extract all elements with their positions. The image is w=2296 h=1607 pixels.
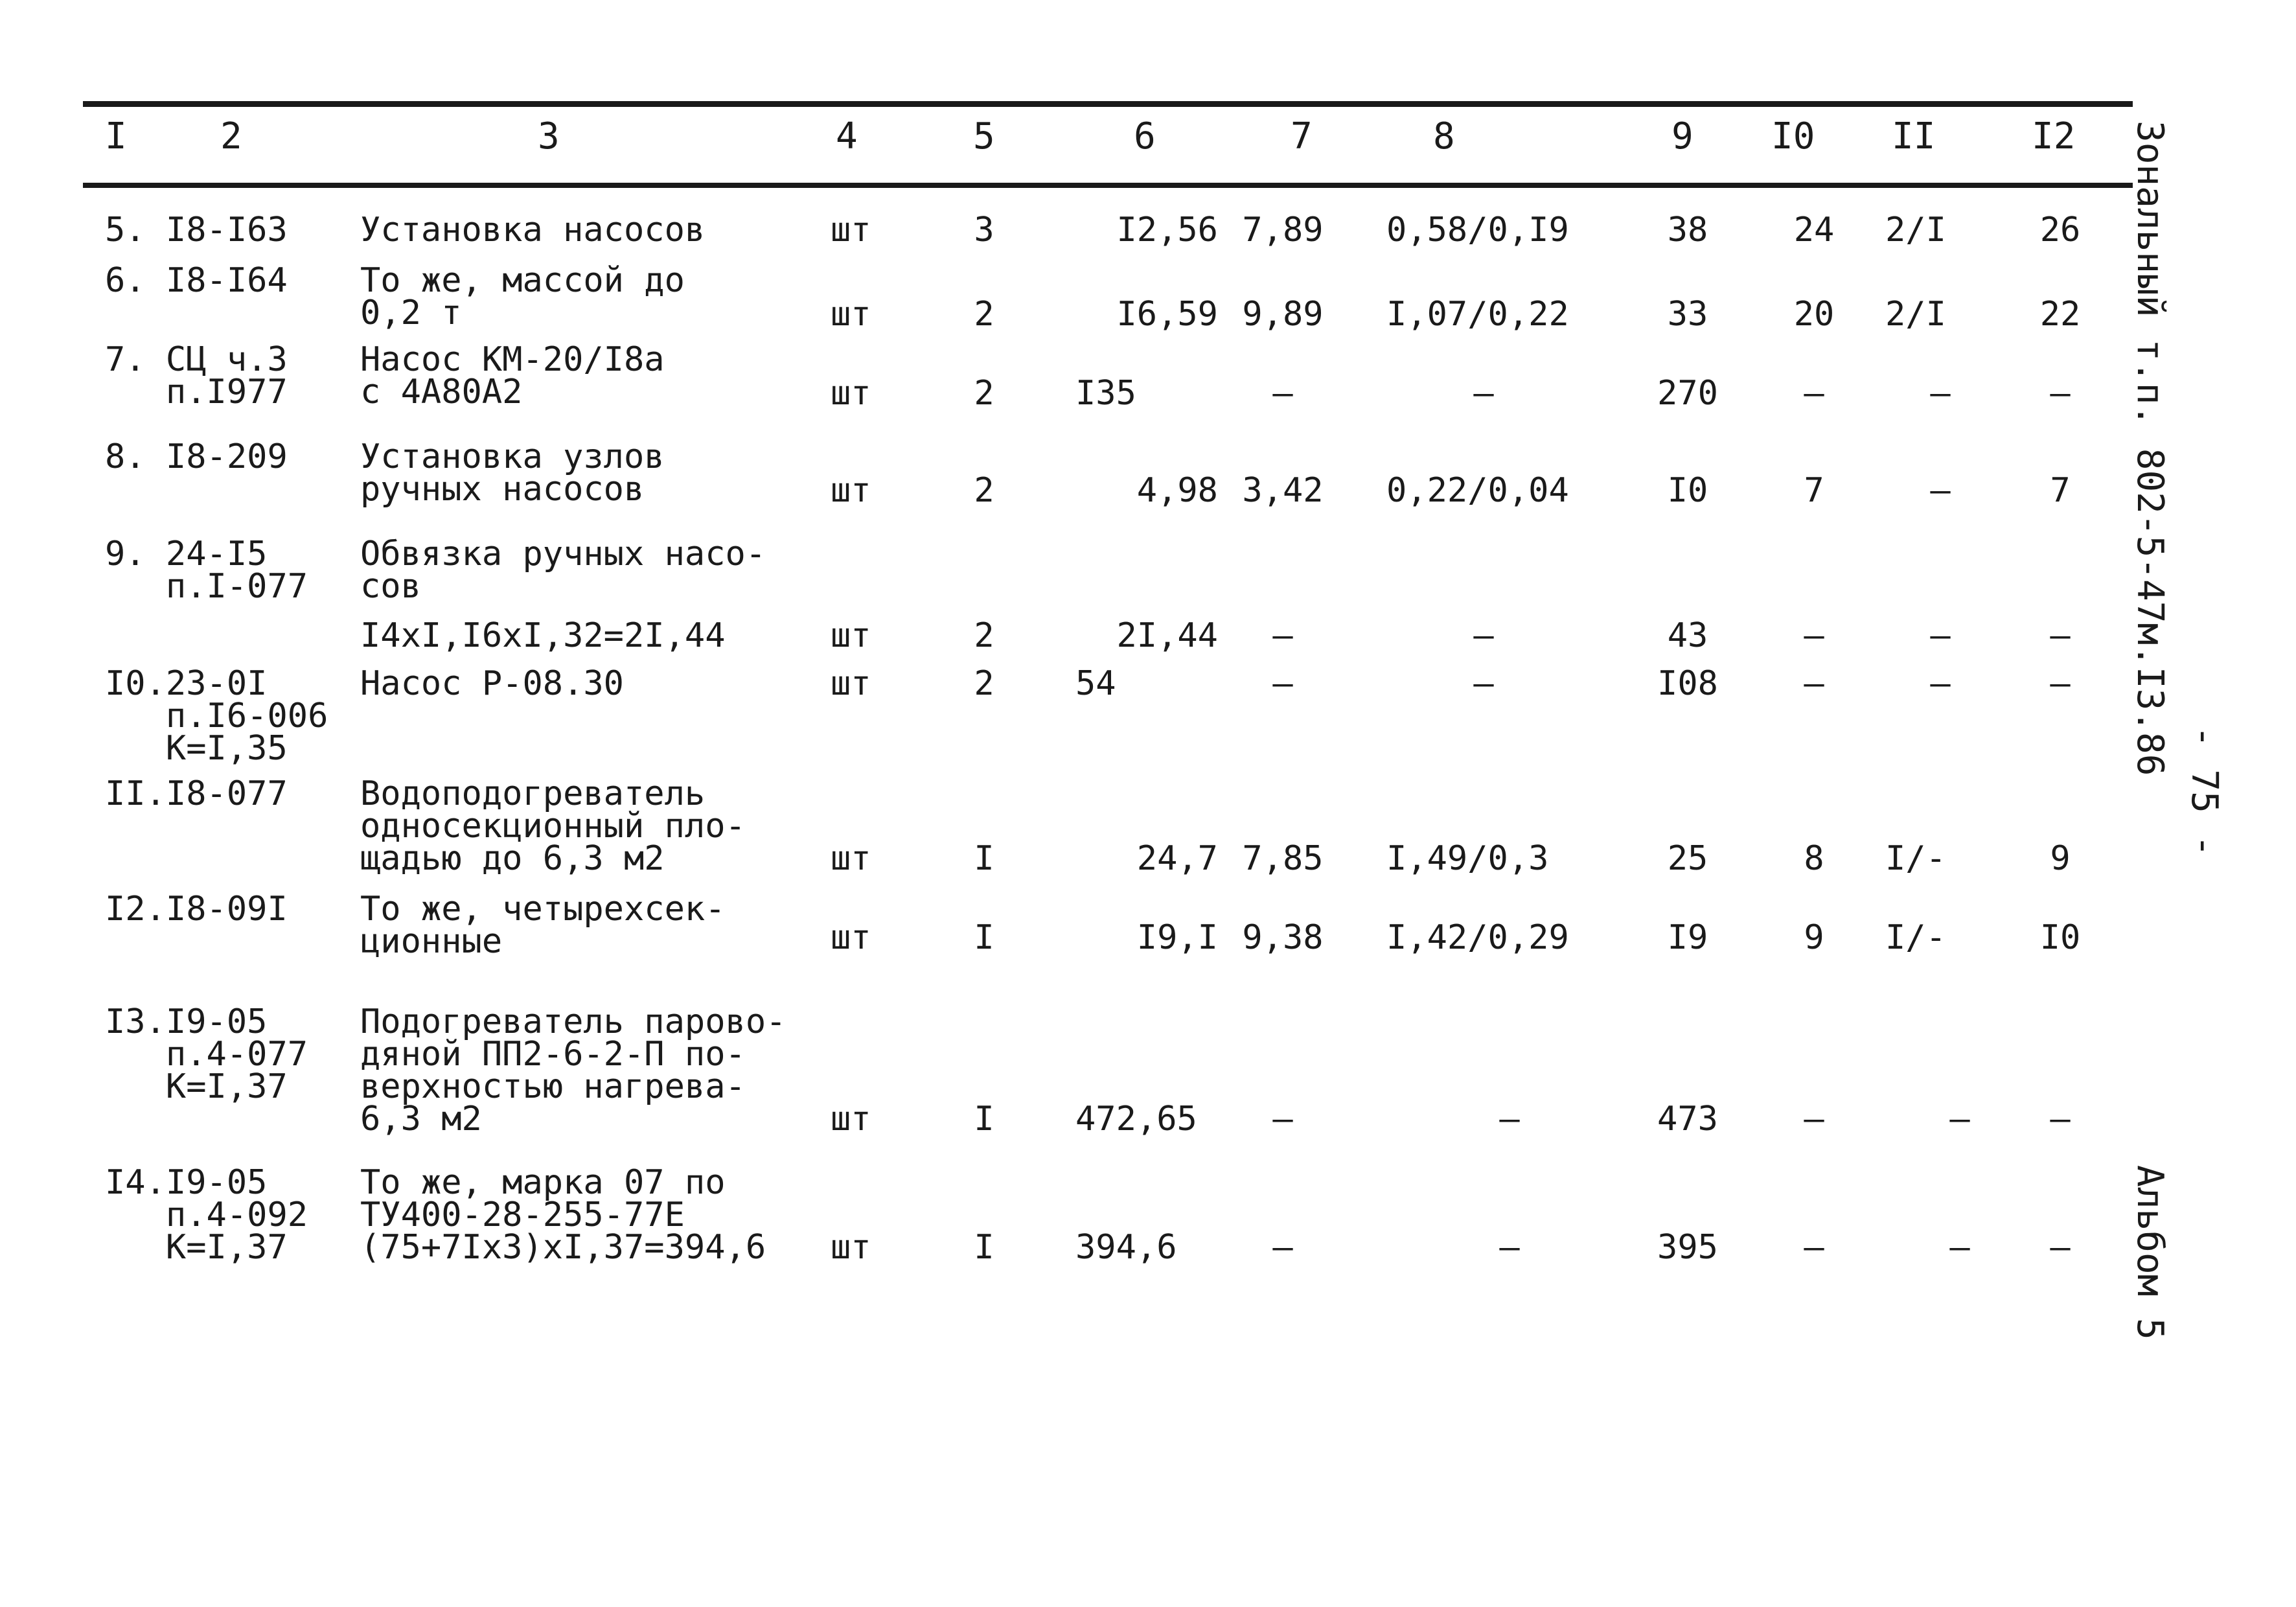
row-description: Водоподогреватель односекционный пло- щадью до 6,3 м2 [360, 774, 746, 878]
row-description: Обвязка ручных насо- сов [360, 535, 766, 606]
row-quantity: 2 [974, 374, 994, 413]
row-col8: – [1473, 374, 1494, 413]
row-col6: I9,I [1136, 918, 1218, 957]
header-col-3: 3 [538, 115, 560, 157]
header-col-8: 8 [1433, 115, 1455, 157]
row-col12: – [2050, 664, 2071, 703]
row-col10: 7 [1804, 471, 1824, 510]
row-number-code: 8. I8-209 [105, 437, 288, 476]
row-unit: шт [831, 1228, 871, 1267]
row-col6: 4,98 [1136, 471, 1218, 510]
header-col-12: I2 [2032, 115, 2076, 157]
header-col-2: 2 [220, 115, 242, 157]
row-description: Насос Р-08.30 [360, 664, 624, 703]
row-col11: – [1930, 616, 1951, 655]
row-unit: шт [831, 616, 871, 655]
row-unit: шт [831, 918, 871, 957]
row-quantity: 2 [974, 295, 994, 334]
row-number-code: 5. I8-I63 [105, 211, 288, 249]
row-quantity: I [974, 1100, 994, 1139]
row-quantity: 3 [974, 211, 994, 249]
row-col6: I35 [1075, 374, 1136, 413]
row-col8: – [1473, 616, 1494, 655]
header-col-11: II [1892, 115, 1936, 157]
row-col10: 8 [1804, 839, 1824, 878]
row-description: То же, массой до 0,2 т [360, 261, 685, 332]
header-col-1: I [105, 115, 127, 157]
row-col12: – [2050, 616, 2071, 655]
row-col11: – [1930, 471, 1951, 510]
row-unit: шт [831, 839, 871, 878]
row-col9: I0 [1667, 471, 1708, 510]
row-col12: – [2050, 1228, 2071, 1267]
row-col11: – [1930, 664, 1951, 703]
album-label-vertical: Альбом 5 [2129, 1165, 2171, 1340]
row-col8: – [1473, 664, 1494, 703]
row-col10: – [1804, 664, 1824, 703]
row-col7: – [1272, 1100, 1293, 1139]
row-col6: 24,7 [1136, 839, 1218, 878]
row-col7: – [1272, 664, 1293, 703]
header-col-6: 6 [1134, 115, 1156, 157]
row-col9: I08 [1657, 664, 1718, 703]
row-col12: – [2050, 374, 2071, 413]
row-col11: – [1949, 1100, 1970, 1139]
row-col7: 9,38 [1242, 918, 1324, 957]
row-col9: 38 [1667, 211, 1708, 249]
row-number-code: II.I8-077 [105, 774, 288, 813]
row-quantity: 2 [974, 664, 994, 703]
row-col9: 270 [1657, 374, 1718, 413]
row-col8: – [1499, 1228, 1520, 1267]
header-col-9: 9 [1671, 115, 1693, 157]
row-col6: I2,56 [1116, 211, 1218, 249]
row-col10: – [1804, 374, 1824, 413]
row-col7: – [1272, 374, 1293, 413]
row-col7: 9,89 [1242, 295, 1324, 334]
row-quantity: 2 [974, 471, 994, 510]
row-number-code: 7. СЦ ч.3 п.I977 [105, 340, 288, 411]
row-col7: 3,42 [1242, 471, 1324, 510]
row-quantity: I [974, 918, 994, 957]
row-unit: шт [831, 295, 871, 334]
row-unit: шт [831, 211, 871, 249]
row-col8: 0,58/0,I9 [1386, 211, 1569, 249]
row-col6: 394,6 [1075, 1228, 1177, 1267]
row-col12: – [2050, 1100, 2071, 1139]
row-col11: I/- [1885, 918, 1946, 957]
table-top-rule [83, 101, 2133, 107]
row-col9: 25 [1667, 839, 1708, 878]
page-number: - 75 - [2183, 726, 2225, 857]
row-quantity: 2 [974, 616, 994, 655]
row-unit: шт [831, 471, 871, 510]
row-unit: шт [831, 1100, 871, 1139]
row-col6: I6,59 [1116, 295, 1218, 334]
row-description: То же, четырехсек- ционные [360, 890, 726, 961]
row-quantity: I [974, 1228, 994, 1267]
row-col11: 2/I [1885, 211, 1946, 249]
header-col-5: 5 [973, 115, 995, 157]
row-col7: – [1272, 1228, 1293, 1267]
row-col7: 7,85 [1242, 839, 1324, 878]
row-col6: 54 [1075, 664, 1116, 703]
row-col6: 2I,44 [1116, 616, 1218, 655]
row-col9: 395 [1657, 1228, 1718, 1267]
row-col9: I9 [1667, 918, 1708, 957]
table-header-rule [83, 183, 2133, 188]
row-col8: I,42/0,29 [1386, 918, 1569, 957]
row-description: То же, марка 07 по ТУ400-28-255-77Е (75+7IxЗ)xI,37=394,6 [360, 1163, 766, 1267]
row-unit: шт [831, 664, 871, 703]
row-col7: 7,89 [1242, 211, 1324, 249]
row-col9: 43 [1667, 616, 1708, 655]
row-col11: – [1949, 1228, 1970, 1267]
row-description: Насос КМ-20/I8а с 4А80А2 [360, 340, 665, 411]
document-code-vertical: Зональный т.п. 802-5-47м.I3.86 [2129, 121, 2171, 776]
row-number-code: 9. 24-I5 п.I-077 [105, 535, 308, 606]
row-col12: 22 [2039, 295, 2081, 334]
row-quantity: I [974, 839, 994, 878]
row-col6: 472,65 [1075, 1100, 1197, 1139]
row-col10: – [1804, 1228, 1824, 1267]
row-description: I4xI,I6xI,32=2I,44 [360, 616, 726, 655]
row-col8: 0,22/0,04 [1386, 471, 1569, 510]
row-col12: 26 [2039, 211, 2081, 249]
header-col-10: I0 [1771, 115, 1815, 157]
row-number-code: I0.23-0I п.I6-006 К=I,35 [105, 664, 328, 768]
row-col8: I,49/0,3 [1386, 839, 1549, 878]
row-description: Установка насосов [360, 211, 706, 249]
row-col7: – [1272, 616, 1293, 655]
row-col12: 9 [2050, 839, 2071, 878]
row-col10: 9 [1804, 918, 1824, 957]
row-col10: 20 [1793, 295, 1835, 334]
row-col8: – [1499, 1100, 1520, 1139]
row-col9: 33 [1667, 295, 1708, 334]
row-number-code: I3.I9-05 п.4-077 К=I,37 [105, 1002, 308, 1106]
header-col-4: 4 [836, 115, 858, 157]
row-col11: 2/I [1885, 295, 1946, 334]
row-number-code: 6. I8-I64 [105, 261, 288, 300]
row-col12: I0 [2039, 918, 2081, 957]
row-col10: – [1804, 616, 1824, 655]
row-col10: 24 [1793, 211, 1835, 249]
row-unit: шт [831, 374, 871, 413]
row-col8: I,07/0,22 [1386, 295, 1569, 334]
header-col-7: 7 [1291, 115, 1313, 157]
row-col9: 473 [1657, 1100, 1718, 1139]
row-col11: I/- [1885, 839, 1946, 878]
row-number-code: I4.I9-05 п.4-092 К=I,37 [105, 1163, 308, 1267]
row-col12: 7 [2050, 471, 2071, 510]
row-description: Установка узлов ручных насосов [360, 437, 665, 509]
row-col11: – [1930, 374, 1951, 413]
row-description: Подогреватель парово- дяной ПП2-6-2-П по- верхностью нагрева- 6,3 м2 [360, 1002, 786, 1139]
row-col10: – [1804, 1100, 1824, 1139]
row-number-code: I2.I8-09I [105, 890, 288, 929]
